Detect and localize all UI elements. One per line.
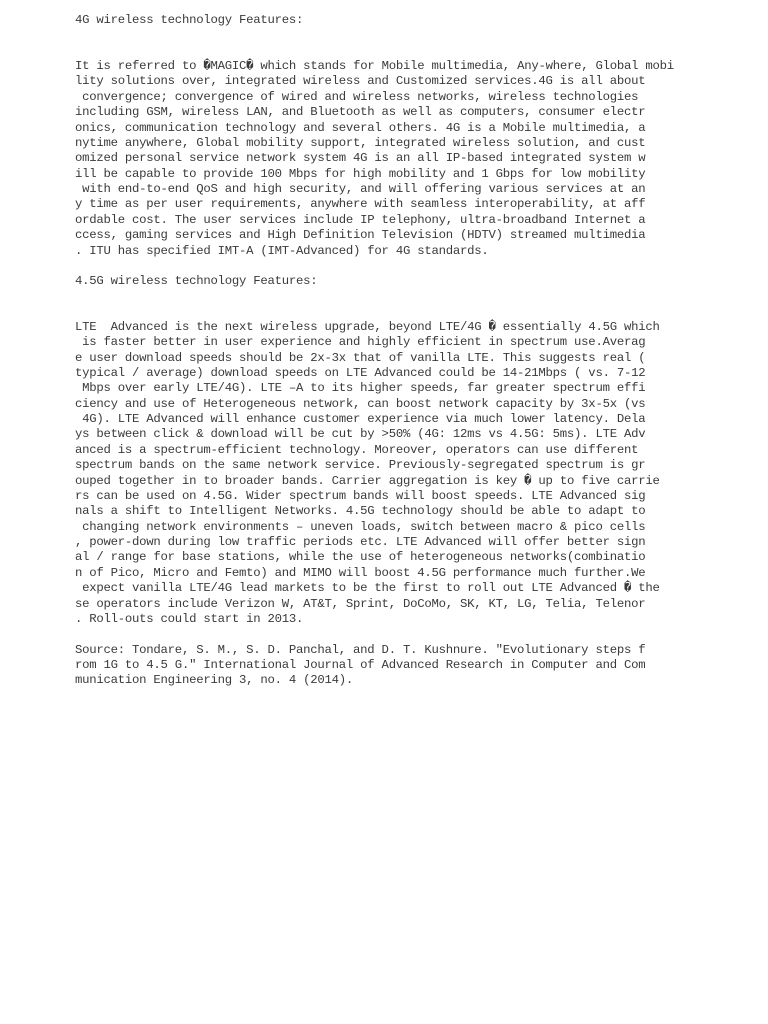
paragraph-line: . ITU has specified IMT-A (IMT-Advanced) for 4G standards. [75, 244, 489, 258]
paragraph-line: ciency and use of Heterogeneous network, can boost network capacity by 3x-5x (vs [75, 397, 646, 411]
paragraph-line: e user download speeds should be 2x-3x that of vanilla LTE. This suggests real ( [75, 351, 646, 365]
paragraph-line: nals a shift to Intelligent Networks. 4.5G technology should be able to adapt to [75, 504, 646, 518]
paragraph-line: lity solutions over, integrated wireless and Customized services.4G is all about [75, 74, 646, 88]
paragraph-line: It is referred to �MAGIC� which stands for Mobile multimedia, Any-where, Global mobi [75, 59, 674, 73]
paragraph-line: LTE Advanced is the next wireless upgrade, beyond LTE/4G � essentially 4.5G which [75, 320, 660, 334]
paragraph-line: ouped together in to broader bands. Carrier aggregation is key � up to five carrie [75, 474, 660, 488]
paragraph-line: n of Pico, Micro and Femto) and MIMO will boost 4.5G performance much further.We [75, 566, 646, 580]
paragraph-line: se operators include Verizon W, AT&T, Sprint, DoCoMo, SK, KT, LG, Telia, Telenor [75, 597, 646, 611]
paragraph-line: with end-to-end QoS and high security, and will offering various services at an [75, 182, 646, 196]
paragraph-line: omized personal service network system 4G is an all IP-based integrated system w [75, 151, 646, 165]
heading-45g: 4.5G wireless technology Features: [75, 274, 318, 288]
paragraph-line: onics, communication technology and several others. 4G is a Mobile multimedia, a [75, 121, 646, 135]
paragraph-line: 4G). LTE Advanced will enhance customer experience via much lower latency. Dela [75, 412, 646, 426]
paragraph-line: nytime anywhere, Global mobility support, integrated wireless solution, and cust [75, 136, 646, 150]
paragraph-line: , power-down during low traffic periods etc. LTE Advanced will offer better sign [75, 535, 646, 549]
paragraph-line: ccess, gaming services and High Definition Television (HDTV) streamed multimedia [75, 228, 646, 242]
paragraph-line: y time as per user requirements, anywhere with seamless interoperability, at aff [75, 197, 646, 211]
citation-line: munication Engineering 3, no. 4 (2014). [75, 673, 354, 687]
paragraph-line: ordable cost. The user services include IP telephony, ultra-broadband Internet a [75, 213, 646, 227]
paragraph-line: spectrum bands on the same network service. Previously-segregated spectrum is gr [75, 458, 646, 472]
paragraph-line: rs can be used on 4.5G. Wider spectrum bands will boost speeds. LTE Advanced sig [75, 489, 646, 503]
heading-4g: 4G wireless technology Features: [75, 13, 304, 27]
paragraph-line: ill be capable to provide 100 Mbps for high mobility and 1 Gbps for low mobility [75, 167, 646, 181]
paragraph-line: including GSM, wireless LAN, and Bluetooth as well as computers, consumer electr [75, 105, 646, 119]
paragraph-line: . Roll-outs could start in 2013. [75, 612, 304, 626]
citation-line: Source: Tondare, S. M., S. D. Panchal, and D. T. Kushnure. "Evolutionary steps f [75, 643, 646, 657]
paragraph-line: changing network environments – uneven loads, switch between macro & pico cells [75, 520, 646, 534]
paragraph-line: typical / average) download speeds on LTE Advanced could be 14-21Mbps ( vs. 7-12 [75, 366, 646, 380]
paragraph-line: anced is a spectrum-efficient technology. Moreover, operators can use different [75, 443, 639, 457]
paragraph-line: ys between click & download will be cut by >50% (4G: 12ms vs 4.5G: 5ms). LTE Adv [75, 427, 646, 441]
paragraph-line: convergence; convergence of wired and wireless networks, wireless technologies [75, 90, 639, 104]
paragraph-line: Mbps over early LTE/4G). LTE –A to its higher speeds, far greater spectrum effi [75, 381, 646, 395]
paragraph-line: is faster better in user experience and highly efficient in spectrum use.Averag [75, 335, 646, 349]
paragraph-line: expect vanilla LTE/4G lead markets to be the first to roll out LTE Advanced � the [75, 581, 660, 595]
paragraph-line: al / range for base stations, while the use of heterogeneous networks(combinatio [75, 550, 646, 564]
citation-line: rom 1G to 4.5 G." International Journal of Advanced Research in Computer and Com [75, 658, 646, 672]
